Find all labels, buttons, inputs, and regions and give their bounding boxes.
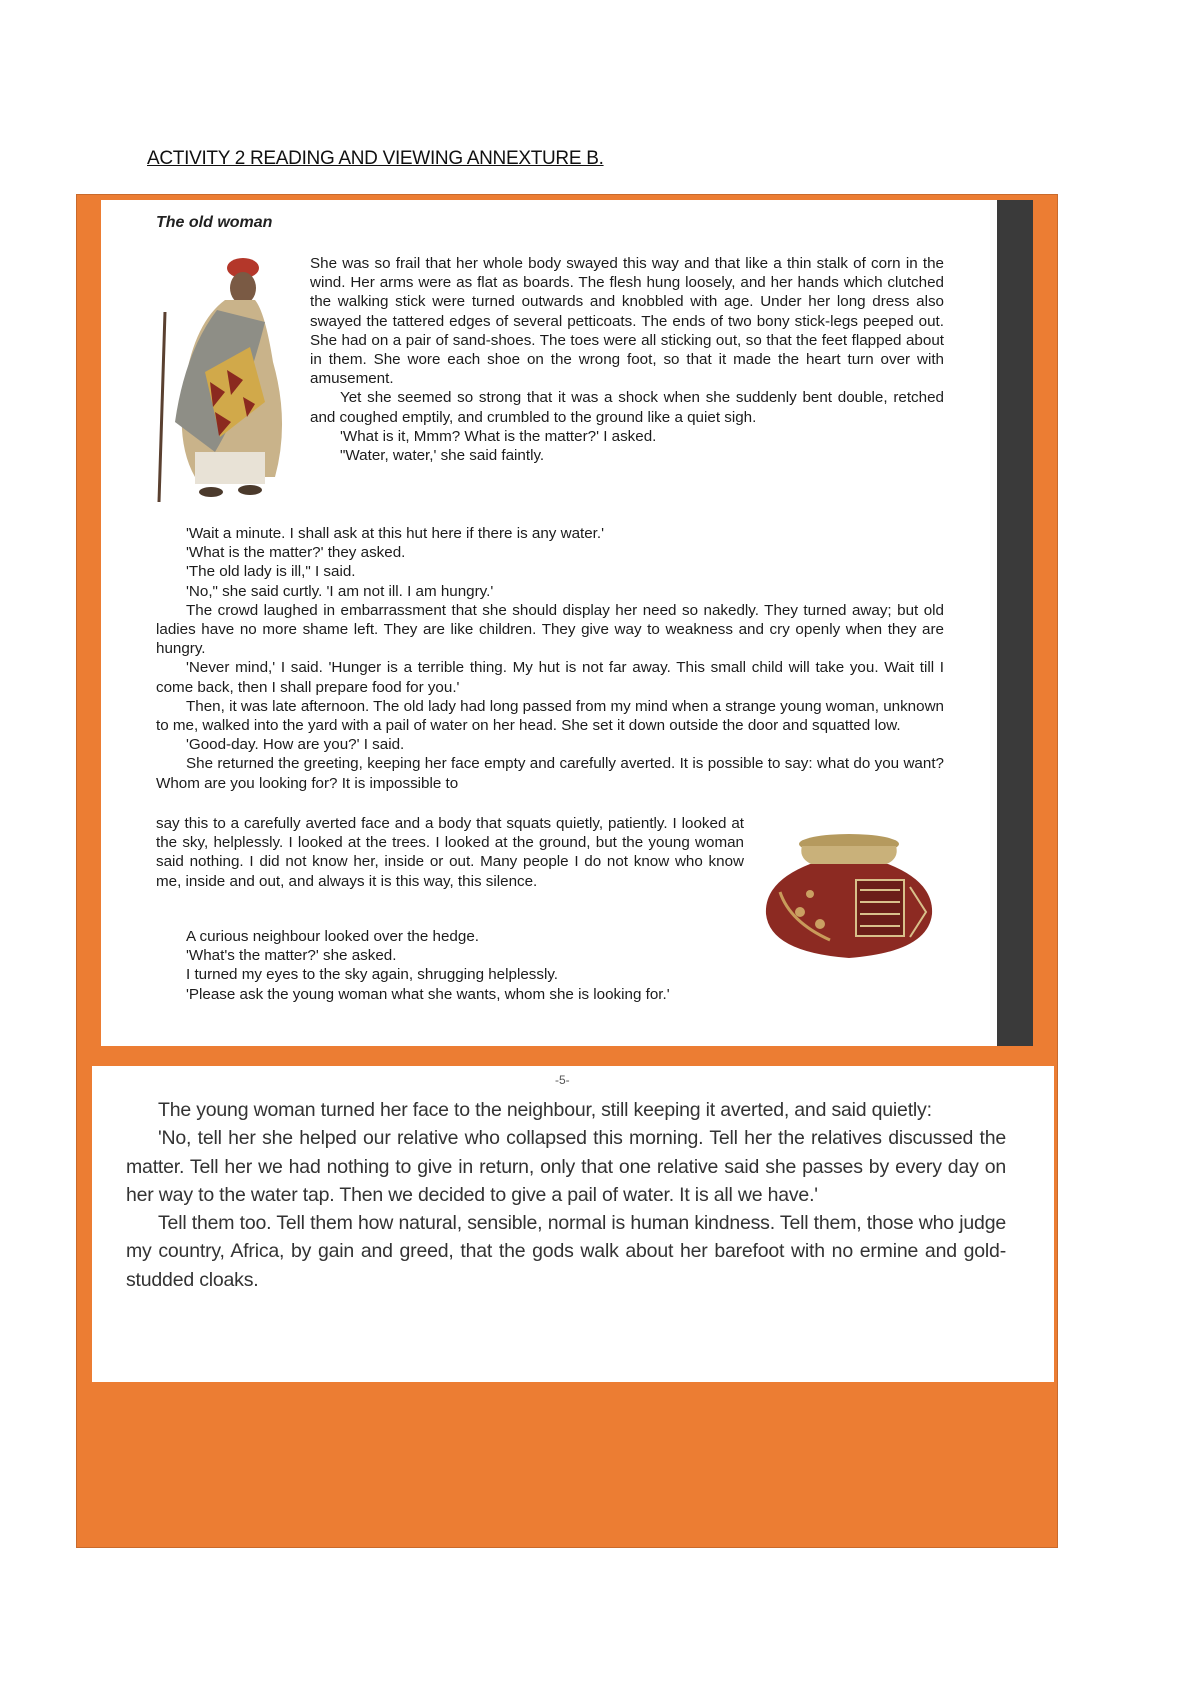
paragraph: I turned my eyes to the sky again, shrugging helplessly. — [186, 966, 559, 984]
paragraph: 'Never mind,' I said. 'Hunger is a terrible thing. My hut is not far away. This small child will take you. Wait till I come back, then I shall prepare food for you.' — [156, 659, 944, 696]
paragraph: 'Please ask the young woman what she wants, whom she is looking for.' — [186, 985, 670, 1003]
paragraph: "Water, water,' she said faintly. — [340, 447, 545, 465]
paragraph: A curious neighbour looked over the hedge. — [186, 928, 479, 945]
paragraph: 'What is it, Mmm? What is the matter?' I asked. — [340, 427, 657, 445]
paragraph: 'No," she said curtly. 'I am not ill. I am hungry.' — [186, 582, 494, 600]
paragraph: The crowd laughed in embarrassment that she should display her need so nakedly. They turned away; but old ladies have no more shame left. They are like children. They give way to weakness and cry openly when they are hungry. — [156, 601, 944, 658]
story-title: The old woman — [156, 214, 273, 231]
paragraph: Then, it was late afternoon. The old lady had long passed from my mind when a strange young woman, unknown to me, walked into the yard with a pail of water on her head. She set it down outside the door and squatted low. — [156, 697, 944, 735]
paragraph: 'What is the matter?' they asked. — [186, 544, 406, 562]
paragraph: 'Good-day. How are you?' I said. — [186, 736, 405, 754]
text-end — [156, 927, 944, 1004]
page2-text — [126, 1096, 1006, 1294]
old-woman-illustration — [155, 252, 295, 510]
page-number: -5- — [555, 1073, 570, 1087]
paragraph: 'What's the matter?' she asked. — [186, 947, 397, 965]
paragraph: 'The old lady is ill," I said. — [186, 563, 356, 581]
paragraph: Yet she seemed so strong that it was a shock when she suddenly bent double, retched and coughed emptily, and crumbled to the ground like a quiet sigh. — [310, 389, 944, 426]
paragraph: 'No, tell her she helped our relative who collapsed this morning. Tell her the relatives discussed the matter. Tell her we had nothing to give in return, only that one relative said she passes by every day on her way to the water tap. Then we decided to give a pail of water. It is all we have.' — [126, 1127, 1006, 1206]
paragraph: say this to a carefully averted face and a body that squats quietly, patiently. I looked at the sky, helplessly. I looked at the trees. I looked at the ground, but the young woman said nothing. I did not know her, inside or out. Many people I do not know who know me, inside and out, and always it is this way, this silence. — [156, 815, 744, 890]
text-beside-image — [310, 254, 944, 465]
text-middle — [156, 524, 944, 793]
paragraph: 'Wait a minute. I shall ask at this hut here if there is any water.' — [186, 525, 605, 542]
paragraph: The young woman turned her face to the neighbour, still keeping it averted, and said quietly: — [158, 1099, 932, 1121]
page-edge-bar — [997, 200, 1033, 1046]
paragraph: She was so frail that her whole body swayed this way and that like a thin stalk of corn in the wind. Her arms were as flat as boards. The flesh hung loosely, and her hands which clutched the walking stick were turned outwards and knobbled with age. Under her long dress also swayed the tattered edges of several petticoats. The ends of two bony stick-legs peeped out. She had on a pair of sand-shoes. The toes were all sticking out, so that the feet flapped about in them. She wore each shoe on the wrong foot, so that it made the heart turn over with amusement. — [310, 255, 944, 388]
paragraph: Tell them too. Tell them how natural, sensible, normal is human kindness. Tell them, those who judge my country, Africa, by gain and greed, that the gods walk about her barefoot with no ermine and gold-studded cloaks. — [126, 1212, 1006, 1291]
paragraph: She returned the greeting, keeping her face empty and carefully averted. It is possible to say: what do you want? Whom are you looking for? It is impossible to — [156, 755, 944, 792]
text-beside-pot — [156, 814, 744, 891]
activity-heading: ACTIVITY 2 READING AND VIEWING ANNEXTURE B. — [147, 148, 604, 169]
